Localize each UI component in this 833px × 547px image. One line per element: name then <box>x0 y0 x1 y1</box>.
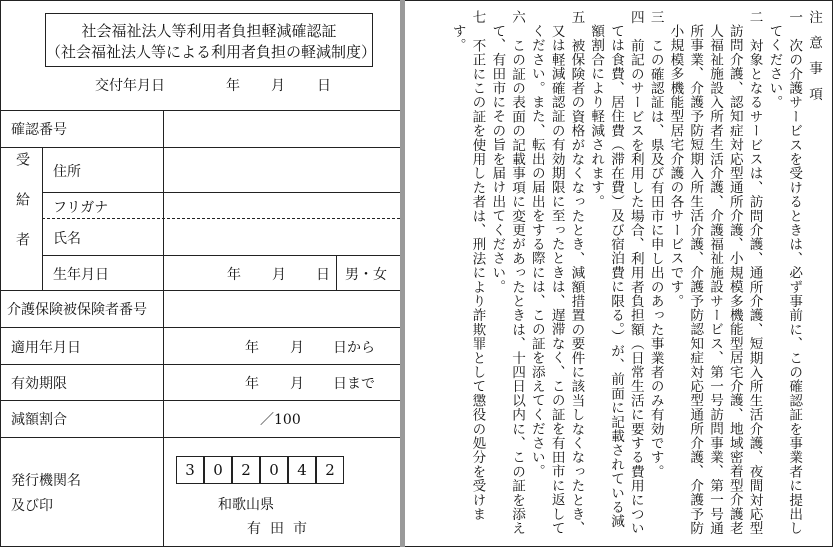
gender-options: 男・女 <box>345 267 387 283</box>
issuer-code-digit: 2 <box>316 456 344 484</box>
issue-date-year-unit: 年 <box>226 78 240 94</box>
recipient-label: 受給者 <box>14 152 30 272</box>
issuer-label-line1: 発行機関名 <box>11 473 81 489</box>
rule <box>336 255 337 290</box>
issue-date-label: 交付年月日 <box>95 78 165 94</box>
issuer-code-digit: 4 <box>288 456 316 484</box>
issuer-label-line2: 及び印 <box>11 498 53 514</box>
issuer-prefecture: 和歌山県 <box>218 497 274 513</box>
birthdate-month-unit: 月 <box>272 267 286 283</box>
issue-date-day-unit: 日 <box>317 78 331 94</box>
rule <box>163 110 164 547</box>
birthdate-year-unit: 年 <box>227 267 241 283</box>
note-item: 三 この確認証は、県及び有田市に申し出のあった事業者のみ有効です。 <box>647 10 664 479</box>
issuer-code-digit: 0 <box>260 456 288 484</box>
validity-day-unit: 日まで <box>333 376 375 392</box>
birthdate-day-unit: 日 <box>316 267 330 283</box>
issuer-city: 有田市 <box>247 521 316 537</box>
rule <box>0 110 400 111</box>
rule <box>0 327 400 328</box>
dashed-rule <box>42 218 400 219</box>
validity-year-unit: 年 <box>245 376 259 392</box>
note-item: 七 不正にこの証を使用した者は、刑法により詐欺罪として懲役の処分を受けます。 <box>449 10 486 522</box>
applicable-day-unit: 日から <box>333 340 375 356</box>
name-label: 氏名 <box>53 231 81 247</box>
certificate-title-box <box>45 13 377 67</box>
note-item: 一 次の介護サービスを受けるときは、必ず事前に、この確認証を事業者に提出してください。 <box>766 10 803 536</box>
confirmation-number-label: 確認番号 <box>11 122 67 138</box>
applicable-month-unit: 月 <box>290 340 304 356</box>
notes-title: 注意事項 <box>806 10 822 113</box>
rule <box>0 290 400 291</box>
rule <box>42 255 400 256</box>
reduction-rate-label: 減額割合 <box>11 412 67 428</box>
applicable-year-unit: 年 <box>245 340 259 356</box>
validity-label: 有効期限 <box>11 376 67 392</box>
note-item: 五 被保険者の資格がなくなったとき、減額措置の要件に該当しなくなったとき、又は軽減確認証の有効期限に至ったときは、遅滞なく、この証を有田市に返してください。また、転出の届出をする際には、この証を添えてください。 <box>528 10 585 536</box>
rule <box>0 400 400 401</box>
rule <box>42 192 400 193</box>
furigana-label: フリガナ <box>53 200 109 216</box>
issuer-code-digit: 0 <box>204 456 232 484</box>
issuer-code-digit: 3 <box>176 456 204 484</box>
birthdate-label: 生年月日 <box>53 267 109 283</box>
notes-section <box>403 10 823 540</box>
reduction-rate-value: ／100 <box>260 412 301 428</box>
rule <box>0 147 400 148</box>
insured-number-label: 介護保険被保険者番号 <box>7 302 147 318</box>
validity-month-unit: 月 <box>290 376 304 392</box>
issuer-code-digit: 2 <box>232 456 260 484</box>
applicable-date-label: 適用年月日 <box>11 340 81 356</box>
note-item: 四 前記のサービスを利用した場合、利用者負担額（日常生活に要する費用については食費、居住費（滞在費）及び宿泊費に限る。）が、前面に記載されている減額割合により軽減されます。 <box>588 10 644 536</box>
note-item: 二 対象となるサービスは、訪問介護、通所介護、短期入所生活介護、夜間対応型訪問介護、認知症対応型通所介護、小規模多機能型居宅介護、地域密着型介護老人福祉施設入所者生活介護、介護福祉施設サービス、第一号訪問事業、第一号通所事業、介護予防短期入所生活介護、介護予防認知症対応型通所介護、介護予防小規模多機能型居宅介護の各サービスです。 <box>667 10 763 536</box>
address-label: 住所 <box>53 164 81 180</box>
rule <box>0 437 400 438</box>
certificate-subtitle: （社会福祉法人等による利用者負担の軽減制度） <box>46 43 377 61</box>
rule <box>42 147 43 290</box>
certificate-title: 社会福祉法人等利用者負担軽減確認証 <box>81 22 337 40</box>
rule <box>0 364 400 365</box>
issue-date-month-unit: 月 <box>271 78 285 94</box>
note-item: 六 この証の表面の記載事項に変更があったときは、十四日以内に、この証を添えて、有田市にその旨を届け出てください。 <box>489 10 526 536</box>
